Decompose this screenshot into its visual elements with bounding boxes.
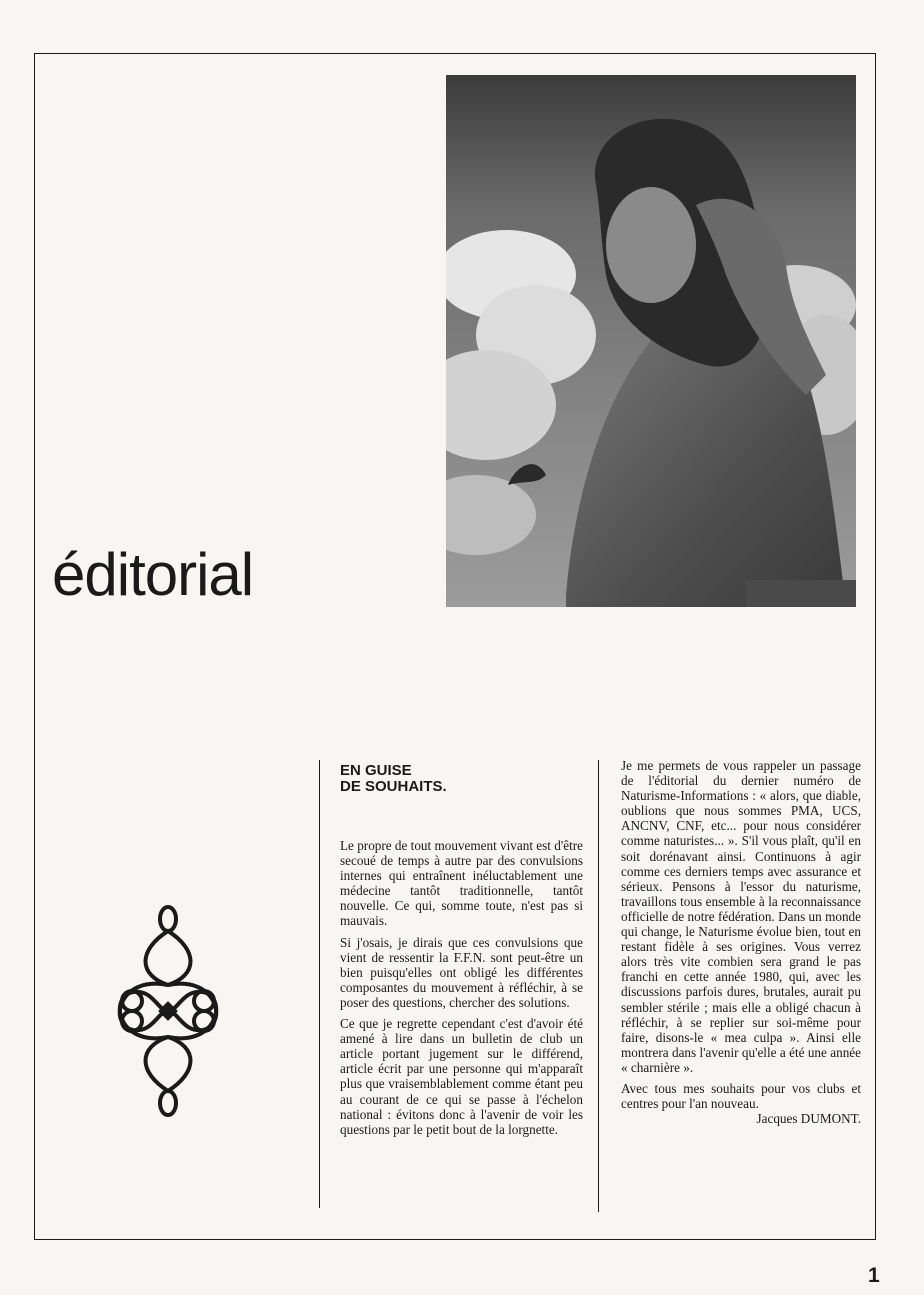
paragraph: Le propre de tout mouvement vivant est d'être secoué de temps à autre par des convulsions internes qui entraînent inéluctablement une médecine tantôt traditionnelle, tantôt nouvelle. Ce qui, somme toute, n'est pas si mauvais.	[340, 838, 583, 929]
page-number: 1	[868, 1264, 880, 1287]
headline-line-2: DE SOUHAITS.	[340, 778, 447, 795]
column-rule-left	[319, 760, 320, 1208]
section-title: éditorial	[52, 541, 254, 608]
headline-line-1: EN GUISE	[340, 762, 412, 779]
paragraph: Je me permets de vous rappeler un passage de l'éditorial du dernier numéro de Naturisme-Informations : « alors, que diable, oublions que nous sommes PMA, UCS, ANCNV, CNF, etc... pour nous considérer comme naturistes... ». S'il vous plaît, qu'il en soit dorénavant ainsi. Continuons à agir comme ces derniers temps avec assurance et sérieux. Pensons à l'essor du naturisme, travaillons tous ensemble à la reconnaissance officielle de notre fédération. Dans un monde qui change, le Naturisme évolue bien, tout en restant fidèle à ses origines. Vous verrez alors très vite combien sera grand le pas franchi en cette année 1980, qui, avec les discussions parfois dures, brutales, aurait pu sembler stérile ; mais elle a obligé chacun à réfléchir, à se replier sur soi-même pour faire, disons-le « mea culpa ». Ainsi elle montrera dans l'avenir qu'elle a été une année « charnière ».	[621, 758, 861, 1075]
paragraph: Avec tous mes souhaits pour vos clubs et centres pour l'an nouveau.	[621, 1080, 861, 1112]
article-column-left	[340, 838, 583, 1143]
article-column-right	[621, 758, 861, 1132]
article-headline	[340, 763, 580, 795]
author-signature: Jacques DUMONT.	[756, 1111, 861, 1127]
paragraph: Ce que je regrette cependant c'est d'avoir été amené à lire dans un bulletin de club un article portant jugement sur le différend, article écrit par une personne qui m'apparaît plus que vraisemblablement comme étant peu au courant de ce qui se passe à l'échelon national : évitons donc à l'avenir de voir les questions par le petit bout de la lorgnette.	[340, 1016, 583, 1137]
paragraph: Si j'osais, je dirais que ces convulsions que vient de ressentir la F.F.N. sont peut-être un bien puisqu'elles ont obligé les différentes composantes du mouvement à réfléchir, à se poser des questions, chercher des solutions.	[340, 934, 583, 1010]
column-rule-middle	[598, 760, 599, 1212]
cover-photo	[446, 75, 856, 607]
ornament-knot-icon	[108, 905, 228, 1117]
